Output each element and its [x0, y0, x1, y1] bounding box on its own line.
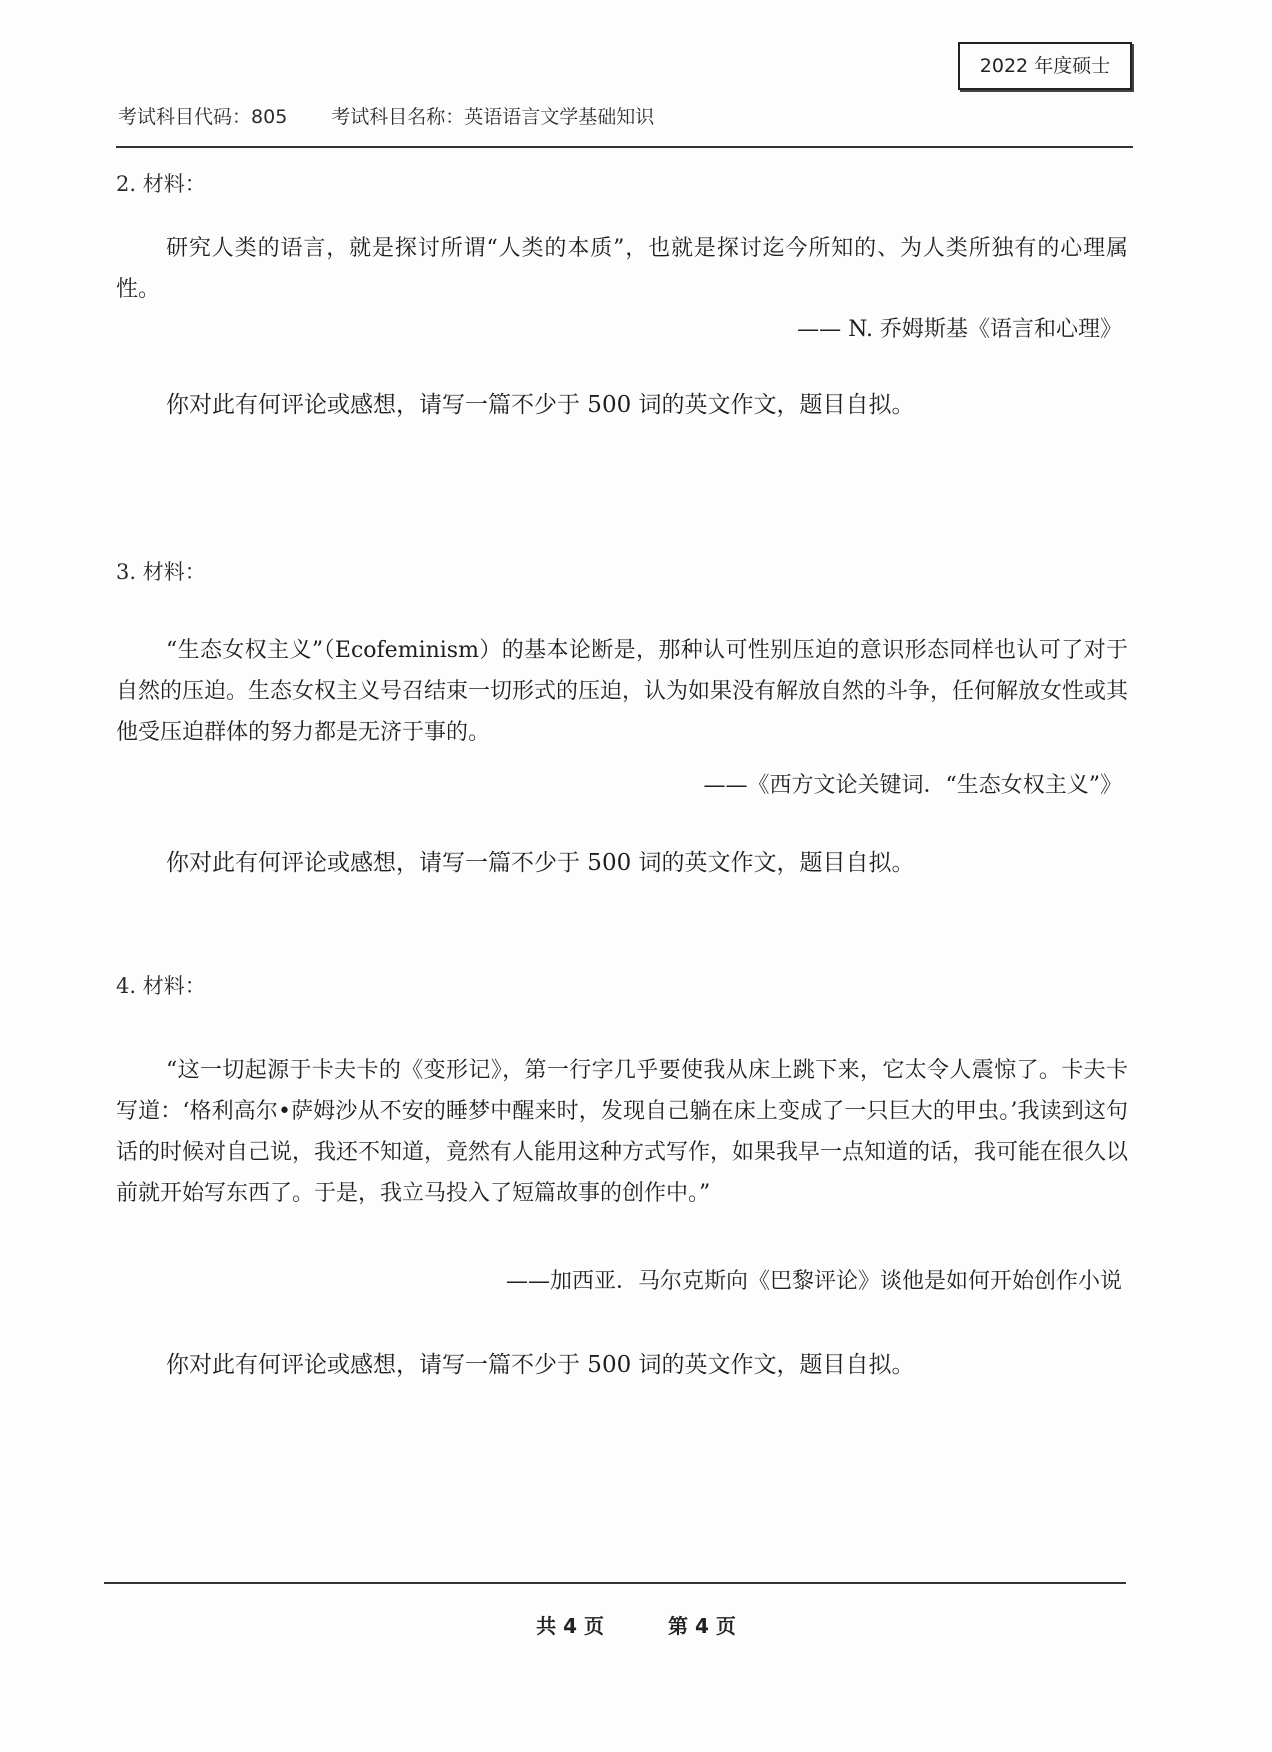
subject-code-label: 考试科目代码： [118, 106, 252, 128]
current-page: 第 4 页 [668, 1614, 736, 1638]
exam-header [118, 102, 654, 129]
question-2-source: —— N. 乔姆斯基《语言和心理》 [797, 317, 1122, 342]
question-3-material: “生态女权主义”（Ecofeminism）的基本论断是，那种认可性别压迫的意识形态同样也认可了对于自然的压迫。生态女权主义号召结束一切形式的压迫，认为如果没有解放自然的斗争，任何解放女性或其他受压迫群体的努力都是无济于事的。 [116, 638, 1129, 745]
question-4-label: 4. 材料： [116, 974, 206, 998]
question-4-prompt: 你对此有何评论或感想，请写一篇不少于 500 词的英文作文，题目自拟。 [166, 1352, 915, 1378]
page-footer [0, 1610, 1272, 1639]
question-3-prompt: 你对此有何评论或感想，请写一篇不少于 500 词的英文作文，题目自拟。 [166, 850, 915, 876]
question-4-source: ——加西亚．马尔克斯向《巴黎评论》谈他是如何开始创作小说 [505, 1269, 1122, 1294]
subject-name-value: 英语语言文学基础知识 [464, 106, 655, 128]
footer-divider [104, 1582, 1126, 1584]
total-pages: 共 4 页 [536, 1614, 604, 1638]
year-label-box: 2022 年度硕士 [958, 42, 1132, 90]
question-2-prompt: 你对此有何评论或感想，请写一篇不少于 500 词的英文作文，题目自拟。 [166, 392, 915, 418]
question-2-material: 研究人类的语言，就是探讨所谓“人类的本质”，也就是探讨迄今所知的、为人类所独有的心理属性。 [116, 236, 1128, 302]
question-4-material: “这一切起源于卡夫卡的《变形记》，第一行字几乎要使我从床上跳下来，它太令人震惊了。卡夫卡写道：‘格利高尔•萨姆沙从不安的睡梦中醒来时，发现自己躺在床上变成了一只巨大的甲虫。’我读到这句话的时候对自己说，我还不知道，竟然有人能用这种方式写作，如果我早一点知道的话，我可能在很久以前就开始写东西了。于是，我立马投入了短篇故事的创作中。” [116, 1058, 1129, 1206]
subject-name-label: 考试科目名称： [331, 106, 465, 128]
subject-code-value: 805 [251, 106, 288, 128]
header-divider [116, 146, 1133, 148]
question-2-label: 2. 材料： [116, 172, 206, 196]
question-3-source: ——《西方文论关键词．“生态女权主义”》 [703, 773, 1122, 798]
question-3-label: 3. 材料： [116, 560, 206, 584]
